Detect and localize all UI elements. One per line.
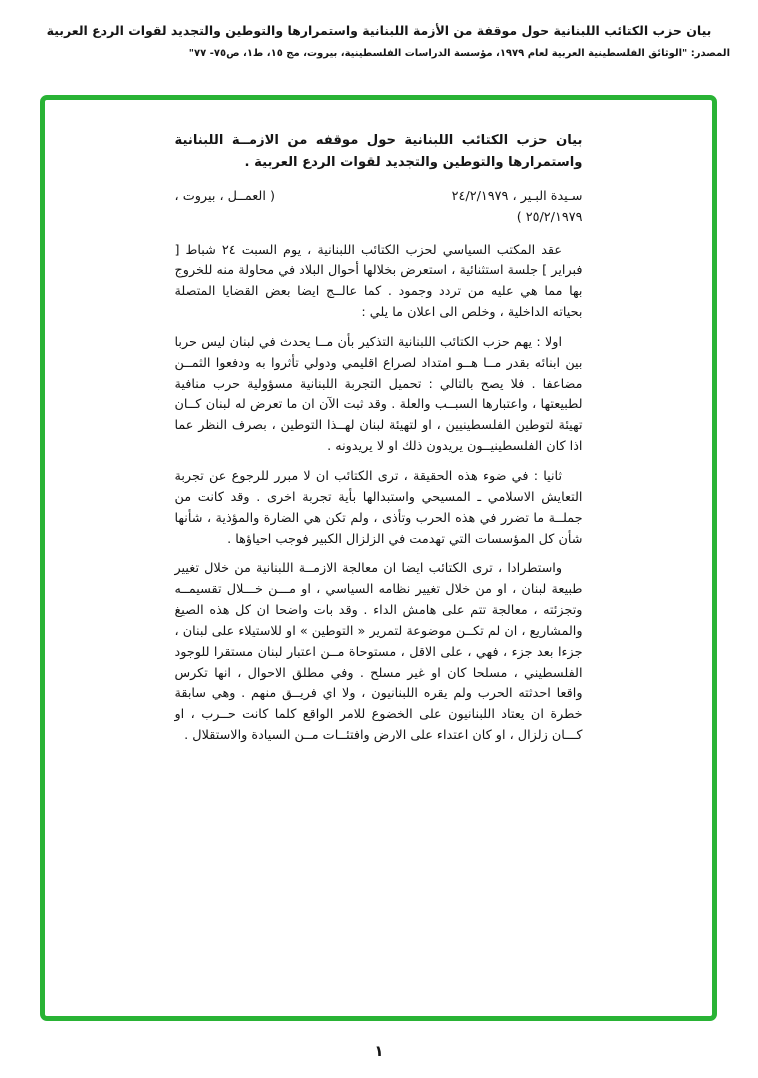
- body-paragraph-first: اولا : يهم حزب الكتائب اللبنانية التذكير بأن مــا يحدث في لبنان ليس حربا بين ابنائه بقدر مــا هــو امتداد لصراع اقليمي ودولي تأثروا به ودفعوا الثمــن مضاعفا . فلا يصح بالتالي : تحميل التجربة اللبنانية مسؤولية حرب منافية لطبيعتها ، واعتبارها السبــب والعلة . وقد ثبت الآن ان ما تعرض له لبنان كــان تهيئة لتوطين الفلسطينيين ، او لتهيئة لبنان لهــذا التوطين ، بصرف النظر عما اذا كان الفلسطينيــون يريدون ذلك او لا يريدونه .: [174, 334, 583, 455]
- dateline-continuation: ٢٥/٢/١٩٧٩ ): [516, 209, 583, 225]
- dateline-place-date: سـيدة البـير ، ٢٤/٢/١٩٧٩: [451, 188, 583, 204]
- document-frame: [40, 95, 717, 1021]
- page-number: ١: [374, 1042, 384, 1060]
- source-line: المصدر: "الوثائق الفلسطينية العربية لعام ١٩٧٩، مؤسسة الدراسات الفلسطينية، بيروت، مج ١٥، ط١، ص٧٥- ٧٧": [188, 47, 730, 59]
- header-title: بيان حزب الكتائب اللبنانية حول موقفة من الأزمة اللبنانية واستمرارها والتوطين والتجديد لقوات الردع العربية: [46, 23, 712, 38]
- body-paragraph-second: ثانيا : في ضوء هذه الحقيقة ، ترى الكتائب ان لا مبرر للرجوع عن تجربة التعايش الاسلامي ـ المسيحي واستبدالها بأية تجربة اخرى . وقد كانت من جملــة ما تضرر في هذه الحرب وتأذى ، ولم تكن هي الضارة والمؤذية ، شأنها شأن كل المؤسسات التي تهدمت في الزلزال الكبير فوجب احياؤها .: [174, 469, 583, 547]
- document-title: بيان حزب الكتائب اللبنانية حول موقفه من الازمــة اللبنانية واستمرارها والتوطين والتجديد لقوات الردع العربية .: [174, 133, 583, 171]
- dateline: [175, 187, 583, 229]
- body-paragraph-intro: عقد المكتب السياسي لحزب الكتائب اللبنانية ، يوم السبت ٢٤ شباط [ فبراير ] جلسة استثنائية ، استعرض بخلالها أحوال البلاد في محاولة منه للخروج بها مما هي عليه من تردد وجمود . كما عالــج ايضا بعض القضايا المتصلة بحياته الداخلية ، وخلص الى اعلان ما يلي :: [174, 242, 583, 321]
- body-paragraph-third: واستطرادا ، ترى الكتائب ايضا ان معالجة الازمــة اللبنانية من خلال تغيير طبيعة لبنان ، او من خلال تغيير نظامه السياسي ، او مـــن خـــلال تقسيمــه وتجزئته ، معالجة تتم على هامش الداء . وقد بات واضحا ان كل هذه الصيغ والمشاريع ، ان لم تكــن موضوعة لتمرير « التوطين » او للاستيلاء على لبنان ، جزءا بعد جزء ، فهي ، على الاقل ، مستوحاة مــن اعتبار لبنان مستقرا للوجود الفلسطيني ، مسلحا كان او غير مسلح . وفي مطلق الاحوال ، انها تكرس واقعا احدثته الحرب ولم يقره اللبنانيون ، ولا اي فريــق منهم . وهي سابقة خطرة ان يعتاد اللبنانيون على الخضوع للامر الواقع كلما كانت حــرب ، او كـــان زلزال ، او كان اعتداء على الارض وافتئــات مــن السيادة والاستقلال .: [174, 561, 583, 744]
- document-body: [175, 130, 583, 747]
- dateline-row: [175, 187, 583, 208]
- dateline-publication: ( العمــل ، بيروت ،: [174, 188, 275, 204]
